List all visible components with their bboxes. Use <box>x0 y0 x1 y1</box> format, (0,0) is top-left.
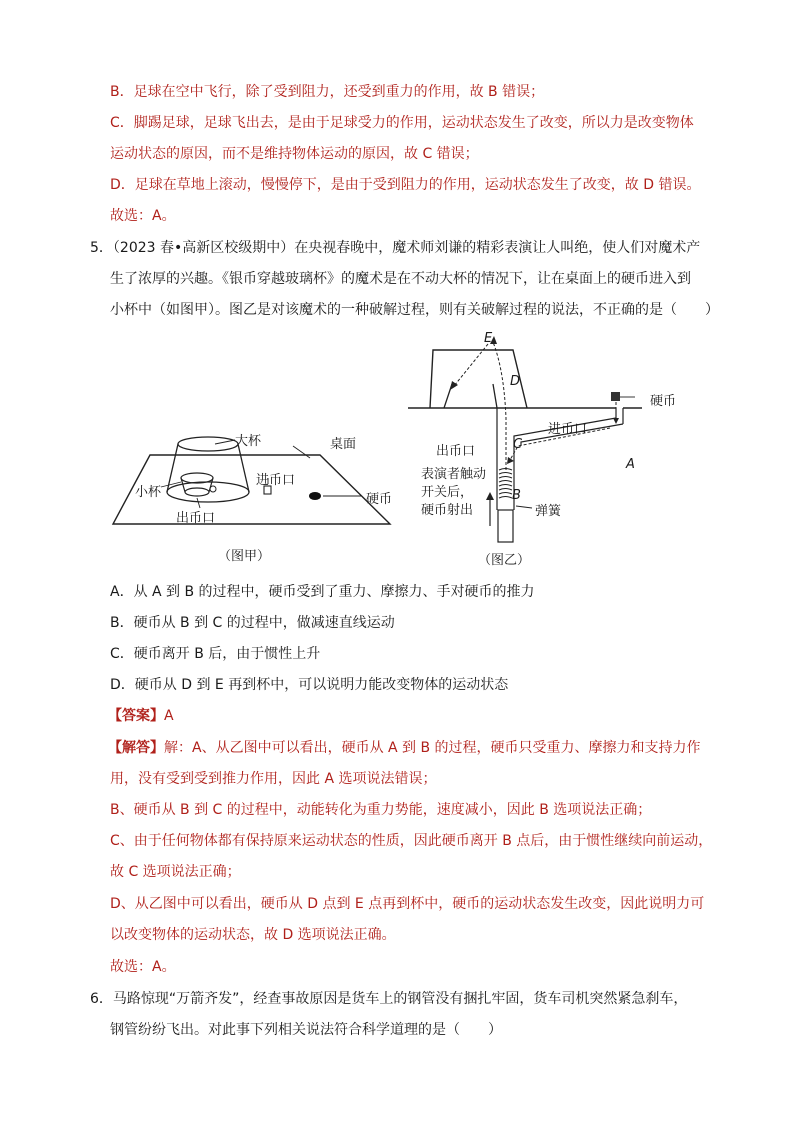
small-cup-rim <box>181 473 213 483</box>
analysis-tag: 【解答】 <box>108 740 164 756</box>
q6-stem-line2: 钢管纷纷飞出。对此事下列相关说法符合科学道理的是（ ） <box>110 1022 502 1038</box>
q5-option-c: C．硬币离开 B 后，由于惯性上升 <box>110 646 321 662</box>
prev-solution-b: B．足球在空中飞行，除了受到阻力，还受到重力的作用，故 B 错误； <box>110 84 545 100</box>
analysis-text: 解：A、从乙图中可以看出，硬币从 A 到 B 的过程，硬币只受重力、摩擦力和支持力作 <box>164 740 701 756</box>
label-big-cup: 大杯 <box>235 434 262 449</box>
prev-solution-d: D．足球在草地上滚动，慢慢停下，是由于受到阻力的作用，运动状态发生了改变，故 D 错误。 <box>110 177 701 193</box>
answer-tag: 【答案】 <box>108 708 164 724</box>
label-note-line1: 表演者触动 <box>421 467 487 482</box>
label-table: 桌面 <box>330 437 357 452</box>
answer-value: A <box>164 708 174 724</box>
label-point-c: C <box>513 437 523 452</box>
prev-solution-choice: 故选：A。 <box>110 208 176 224</box>
label-point-a: A <box>626 457 635 472</box>
q5-analysis-line3: B、硬币从 B 到 C 的过程中，动能转化为重力势能，速度减小，因此 B 选项说法正确； <box>110 802 652 818</box>
caption-figure-a: （图甲） <box>218 549 271 564</box>
q5-option-d: D．硬币从 D 到 E 再到杯中，可以说明力能改变物体的运动状态 <box>110 677 509 693</box>
q5-stem-line3: 小杯中（如图甲）。图乙是对该魔术的一种破解过程，则有关破解过程的说法，不正确的是（ ） <box>110 302 719 318</box>
label-coin-b: 硬币 <box>650 394 677 409</box>
q6-stem-line1: 6．马路惊现“万箭齐发”，经查事故原因是货车上的钢管没有捆扎牢固，货车司机突然紧急刹车， <box>90 991 688 1007</box>
spring <box>499 469 512 499</box>
label-exit-a: 出币口 <box>176 511 216 526</box>
coin-icon <box>309 492 321 500</box>
caption-figure-b: （图乙） <box>478 553 531 568</box>
label-note-line2: 开关后， <box>421 485 474 500</box>
label-point-e: E <box>484 331 493 346</box>
q5-stem-line2: 生了浓厚的兴趣。《银币穿越玻璃杯》的魔术是在不动大杯的情况下，让在桌面上的硬币进入到 <box>110 271 691 287</box>
q5-option-b: B．硬币从 B 到 C 的过程中，做减速直线运动 <box>110 615 395 631</box>
label-point-b: B <box>512 488 521 503</box>
coin-icon-b <box>611 392 620 401</box>
label-small-cup: 小杯 <box>135 485 162 500</box>
label-coin-a: 硬币 <box>366 492 393 507</box>
label-entry-b: 进币口 <box>548 422 588 437</box>
prev-solution-c-line2: 运动状态的原因，而不是维持物体运动的原因，故 C 错误； <box>110 146 479 162</box>
label-point-d: D <box>510 374 521 389</box>
q5-analysis-line4: C、由于任何物体都有保持原来运动状态的性质，因此硬币离开 B 点后，由于惯性继续向前运动， <box>110 833 713 849</box>
label-entry-a: 进币口 <box>256 473 296 488</box>
prev-solution-c-line1: C．脚踢足球，足球飞出去，是由于足球受力的作用，运动状态发生了改变，所以力是改变物体 <box>110 115 694 131</box>
q5-choice: 故选：A。 <box>110 959 176 975</box>
q5-stem-line1: 5．（2023 春•高新区校级期中）在央视春晚中，魔术师刘谦的精彩表演让人叫绝，使人们对魔术产 <box>90 240 701 256</box>
q5-analysis-line6: D、从乙图中可以看出，硬币从 D 点到 E 点再到杯中，硬币的运动状态发生改变，因此说明力可 <box>110 896 705 912</box>
q5-analysis-line2: 用，没有受到受到推力作用，因此 A 选项说法错误； <box>110 771 437 787</box>
big-cup-rim <box>178 437 238 451</box>
label-note-line3: 硬币射出 <box>421 503 474 518</box>
q5-option-a: A．从 A 到 B 的过程中，硬币受到了重力、摩擦力、手对硬币的推力 <box>110 584 535 600</box>
q5-answer <box>108 706 174 726</box>
q5-analysis-line5: 故 C 选项说法正确； <box>110 864 241 880</box>
q5-analysis-line1 <box>108 738 701 758</box>
label-spring: 弹簧 <box>535 504 562 519</box>
q5-analysis-line7: 以改变物体的运动状态，故 D 选项说法正确。 <box>110 927 396 943</box>
label-exit-b: 出币口 <box>436 444 476 459</box>
